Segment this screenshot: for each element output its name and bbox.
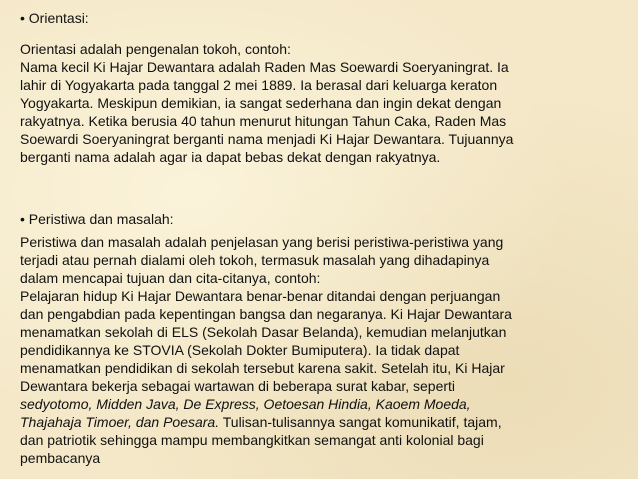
text-line: Peristiwa dan masalah adalah penjelasan yang berisi peristiwa-peristiwa yang [20,234,504,250]
text-line: dalam mencapai tujuan dan cita-citanya, contoh: [20,270,321,286]
text-span: Tulisan-tulisannya sangat komunikatif, tajam, [219,414,502,430]
orientasi-paragraph [20,40,620,166]
text-line: Nama kecil Ki Hajar Dewantara adalah Raden Mas Soewardi Soeryaningrat. Ia [20,59,509,75]
text-line: Dewantara bekerja sebagai wartawan di beberapa surat kabar, seperti [20,378,456,394]
peristiwa-paragraph [20,233,620,467]
newspaper-names-italic: Thajahaja Timoer, dan Poesara. [20,414,220,430]
text-line: pembacanya [20,450,101,466]
text-line [20,413,620,431]
text-line: Pelajaran hidup Ki Hajar Dewantara benar-benar ditandai dengan perjuangan [20,288,501,304]
text-line: berganti nama adalah agar ia dapat bebas dekat dengan rakyatnya. [20,149,441,165]
text-line: lahir di Yogyakarta pada tanggal 2 mei 1889. Ia berasal dari keluarga keraton [20,77,498,93]
text-line: terjadi atau pernah dialami oleh tokoh, termasuk masalah yang dihadapinya [20,252,490,268]
text-line: menamatkan pendidikan di sekolah tersebut karena sakit. Setelah itu, Ki Hajar [20,360,505,376]
text-line: pendidikannya ke STOVIA (Sekolah Dokter Bumiputera). Ia tidak dapat [20,342,460,358]
text-line: Yogyakarta. Meskipun demikian, ia sangat sederhana dan ingin dekat dengan [20,95,502,111]
text-line: Orientasi adalah pengenalan tokoh, contoh: [20,41,291,57]
text-line: Soewardi Soeryaningrat berganti nama menjadi Ki Hajar Dewantara. Tujuannya [20,131,514,147]
text-line: menamatkan sekolah di ELS (Sekolah Dasar Belanda), kemudian melanjutkan [20,324,507,340]
orientasi-heading: • Orientasi: [20,10,89,26]
text-line: dan patriotik sehingga mampu membangkitkan semangat anti kolonial bagi [20,432,484,448]
text-line: rakyatnya. Ketika berusia 40 tahun menurut hitungan Tahun Caka, Raden Mas [20,113,507,129]
text-line: dan pengabdian pada kepentingan bangsa dan negaranya. Ki Hajar Dewantara [20,306,512,322]
newspaper-names-line: sedyotomo, Midden Java, De Express, Oetoesan Hindia, Kaoem Moeda, [20,396,471,412]
peristiwa-heading: • Peristiwa dan masalah: [20,211,174,227]
